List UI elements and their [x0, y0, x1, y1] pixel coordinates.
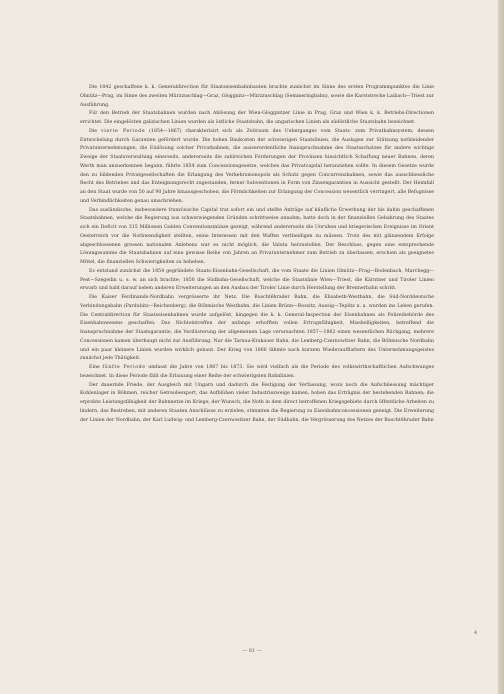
period-heading: vierte Periode — [101, 128, 146, 134]
text-run: Eine — [89, 365, 103, 370]
paragraph — [80, 294, 434, 364]
paragraph — [80, 268, 434, 294]
text-run: Für den Betrieb der Staatsbahnen wurden nach Ablösung der Wien-Gloggnitzer Linie in Prag, Graz und Wien k. k. Betriebs-Directionen errichtet. Die eingelösten galizischen Linien wurden als östliche Staatsbahn, die ungarischen Linien als südöstliche Staatsbahn bezeichnet. — [80, 111, 434, 125]
body-text — [80, 84, 434, 425]
text-run: Die Kaiser Ferdinands-Nordbahn vergrösserte ihr Netz. Die Buschtěhrader Bahn, die Elisabeth-Westbahn, die Süd-Norddeutsche Verbindungsbahn (Pardubitz—Reichenberg), die Böhmische Westbahn, die Linien Brünn—Rossitz, Aussig—Teplitz u. a. wurden ins Leben gerufen. Die Centraldirection für Staatseisenbahnen wurde aufgelöst, hingegen die k. k. General-Inspection der Eisenbahnen als Polizeibehörde des Eisenbahnwesens geschaffen. Das Nichteintreffen der anfangs erhofften vollen Ertragsfähigkeit, Misshelligkeiten, betreffend die Inanspruchnahme der Staatsgarantie, die Verdüsterung der allgemeinen Lage verursachten 1857—1862 einen wesentlichen Rückgang, mehrere Concessionen kamen überhaupt nicht zur Ausführung. Nur die Tarnau-Krakauer Bahn, die Lemberg-Czernowitzer Bahn, die Böhmische Nordbahn und ein paar kleinere Linien wurden wirklich gebaut. Der Krieg von 1866 lähmte nach kurzem Wiederaufflattern des Unternehmungsgeistes zunächst jede Thätigkeit. — [80, 295, 434, 362]
page-number: — 81 — — [242, 648, 262, 654]
page-edge — [498, 0, 504, 694]
text-run: umfasst die Jahre von 1867 bis 1873. Sie wird vielfach als die Periode des volkswirthschaftlichen Aufschwunges bezeichnet. In diese Periode fällt die Erbauung einer Reihe der schwierigsten Bahnlinien. — [80, 365, 434, 379]
text-run: Der dauernde Friede, der Ausgleich mit Ungarn und dadurch die Festigung der Verfassung, wozu noch die Aufschliessung mächtiger Kohlenlager in Böhmen, reicher Getreideexport, das Aufblühen vieler Industriezweige kamen, hoben das Erträgnis der bestehenden Bahnen; die erprobte Leistungsfähigkeit der Bahnnetze im Kriege, der Wunsch, die Noth in dem direct betroffenen Kriegsgebiete durch öffentliche Arbeiten zu lindern, das Bestreben, mit anderen Staaten Anschlüsse zu erzielen, stimmten die Regierung zu Eisenbahnconcessionen geneigt. Die Erweiterung der Linien der Nordbahn, der Karl Ludwig- und Lemberg-Czernowitzer Bahn, der Südbahn, die Vergrösserung des Netzes der Buschtěhrader Bahn — [80, 382, 434, 423]
paragraph — [80, 364, 434, 382]
paragraph — [80, 128, 434, 207]
period-heading: fünfte Periode — [102, 365, 146, 370]
paragraph — [80, 382, 434, 426]
text-run: Das ausländische, insbesondere französische Capital trat sofort ein und stellte Anträge auf käufliche Erwerbung der bis dahin geschaffenen Staatsbahnen, welche die Regierung aus schwerwiegenden Gründen schrittweise annahm; hatte doch in der finanziellen Gebahrung des Staates sich ein Deficit von 315 Millionen Gulden Conventionsmünze gezeigt, während andererseits die Unruhen und kriegerischen Ereignisse im Orient Oesterreich vor die Nothwendigkeit stellten, seine Interessen mit den Waffen vertheidigen zu müssen. Trotz des mit glänzendem Erfolge abgeschlossenen grossen nationalen Anlehens war es nicht möglich, die Valuta herzustellen. Der Beschluss, gegen eine entsprechende Lösungssumme die Staatsbahnen auf eine gewisse Reihe von Jahren an Privatunternehmer zum Betrieb zu überlassen, erschien als geeignetes Mittel, die finanziellen Schwierigkeiten zu beheben. — [80, 207, 434, 265]
text-run: (1854—1867) charakterisirt sich als Zeitraum des Ueberganges vom Staats- zum Privatbahnsystem, dessen Entwickelung durch Garantien gefördert wurde. Die hohen Baukosten der schwierigen Staatslinien, die Auslagen zur Stützung nothleidender Privatunternehmungen, die Einlösung solcher Privatbahnen, die ausserordentliche Inanspruchnahme des Staatsschatzes für andere wichtige Zweige der Staatsverwaltung einerseits, andererseits die zahlreichen Forderungen der Provinzen hinsichtlich Schaffung neuer Bahnen, deren Werth man anzuerkennen begann, führte 1854 zum Concessionsgesetze, welches das Privatcapital heranziehen sollte. In diesem Gesetze wurde den zu bildenden Privatgesellschaften die Erlangung des Verkehrsmonopols als Schutz gegen Concurrenzbahnen, sowie das ausschliessliche Recht des Betriebes und das Enteignungsrecht zugestanden, ferner Subventionen in Form von Zinsengarantien in Aussicht gestellt. Der Heimfall an den Staat wurde von 50 auf 90 Jahre hinausgeschoben, die Förmlichkeiten zur Erlangung der Concession wesentlich verringert, alle Befugnisse und Verbindlichkeiten genau umschrieben. — [80, 128, 434, 204]
text-run: Die 1842 geschaffene k. k. Generaldirection für Staatseisenbahnbauten brachte zunächst im Sinne des ersten Programmpunktes die Linie Olmütz—Prag, im Sinne des zweiten Mürzzuschlag—Graz, Gloggnitz—Mürzzuschlag (Semmeringbahn), sowie die Karststrecke Laibach—Triest zur Ausführung. — [80, 85, 434, 108]
paragraph — [80, 207, 434, 268]
text-run: Die — [89, 128, 102, 134]
margin-mark: 4 — [474, 630, 478, 636]
paragraph — [80, 84, 434, 110]
text-run: Es entstand zunächst die 1854 gegründete Staats-Eisenbahn-Gesellschaft, die vom Staate die Linien Olmütz—Prag—Bodenbach, Marchegg—Pest—Szegedin u. s. w. an sich brachte; 1858 die Südbahn-Gesellschaft, welche die Staatslinie Wien—Triest, die Kärntner und Tiroler Linien erwarb und bald darauf neben anderen Erweiterungen an den Ausbau der Tiroler Linie durch Herstellung der Brennerbahn schritt. — [80, 268, 434, 292]
paragraph — [80, 110, 434, 128]
